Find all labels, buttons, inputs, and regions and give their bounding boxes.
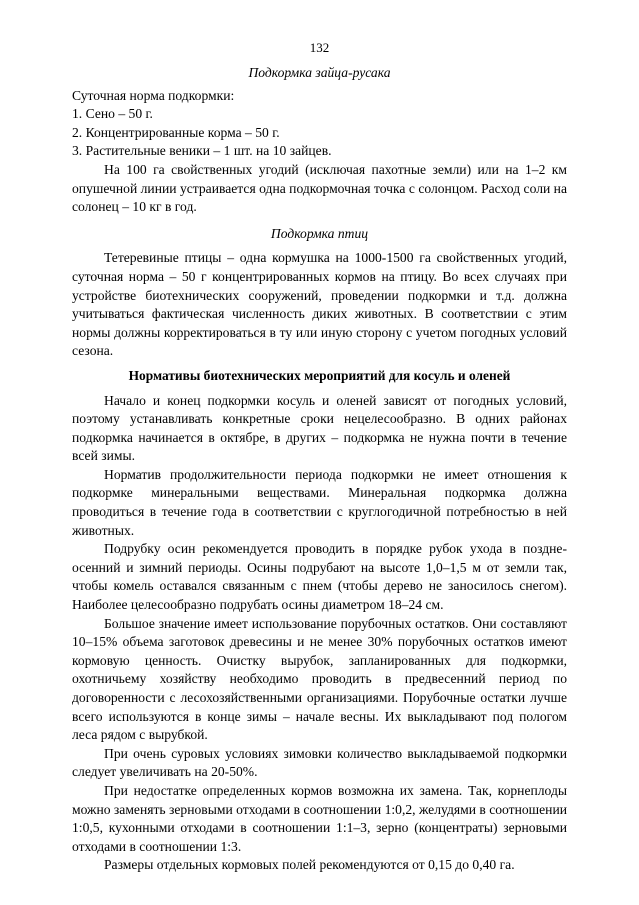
page-content <box>72 64 567 875</box>
deer-paragraph-7: Размеры отдельных кормовых полей рекомендуются от 0,15 до 0,40 га. <box>104 857 515 873</box>
hare-paragraph: На 100 га свойственных угодий (исключая пахотные земли) или на 1–2 км опушечной линии устраивается одна подкормочная точка с солонцом. Расход соли на солонец – 10 кг в год. <box>72 161 567 215</box>
deer-paragraph-3: Подрубку осин рекомендуется проводить в порядке рубок ухода в позднеосенний и зимний периоды. Осины подрубают на высоте 1,0–1,5 м от земли так, чтобы комель оставался связанным с пнем (чтобы дерево не заносилось снегом). Наиболее целесообразно подрубать осины диаметром 18–24 см. <box>72 541 567 613</box>
deer-paragraph-1: Начало и конец подкормки косуль и оленей зависят от погодных условий, поэтому устанавливать конкретные сроки нецелесообразно. В одних районах подкормка начинается в октябре, в других – подкормка не нужна почти в течение всей зимы. <box>72 392 567 464</box>
hare-intro: Суточная норма подкормки: <box>72 87 235 103</box>
deer-paragraph-2: Норматив продолжительности периода подкормки не имеет отношения к подкормке минеральными веществами. Минеральная подкормка должна проводиться в течение года в соответствии с круглогодичной потребностью в ней животных. <box>72 466 567 538</box>
deer-paragraph-5: При очень суровых условиях зимовки количество выкладываемой подкормки следует увеличивать на 20-50%. <box>72 745 567 780</box>
deer-section-title: Нормативы биотехнических мероприятий для косуль и оленей <box>128 367 511 383</box>
birds-section-title: Подкормка птиц <box>270 225 369 241</box>
page-number: 132 <box>309 40 330 55</box>
birds-paragraph: Тетеревиные птицы – одна кормушка на 1000-1500 га свойственных угодий, суточная норма – 50 г концентрированных кормов на птицу. Во всех случаях при устройстве биотехнических сооружений, проведении подкормки и т.д. должна учитываться фактическая численность диких животных. В соответствии с этим нормы должны корректироваться в ту или иную сторону с учетом погодных условий сезона. <box>72 250 567 359</box>
hare-item-3: 3. Растительные веники – 1 шт. на 10 зайцев. <box>72 143 332 159</box>
hare-item-1: 1. Сено – 50 г. <box>72 106 153 122</box>
deer-paragraph-6: При недостатке определенных кормов возможна их замена. Так, корнеплоды можно заменять зерновыми отходами в соотношении 1:0,2, желудями в соотношении 1:0,5, кухонными отходами в соотношении 1:1–3, зерно (концентраты) зерновыми отходами в соотношении 1:3. <box>72 782 567 854</box>
deer-paragraph-4: Большое значение имеет использование порубочных остатков. Они составляют 10–15% объема заготовок древесины и не менее 30% порубочных остатков имеют кормовую ценность. Очистку вырубок, запланированных для подкормки, охотничьему хозяйству необходимо проводить в предвесенний период по договоренности с лесохозяйственными организациями. Порубочные остатки лучше всего используются в конце зимы – начале весны. Их выкладывают под пологом леса рядом с вырубкой. <box>72 615 567 743</box>
hare-section-title: Подкормка зайца-русака <box>248 65 391 80</box>
hare-item-2: 2. Концентрированные корма – 50 г. <box>72 124 280 140</box>
